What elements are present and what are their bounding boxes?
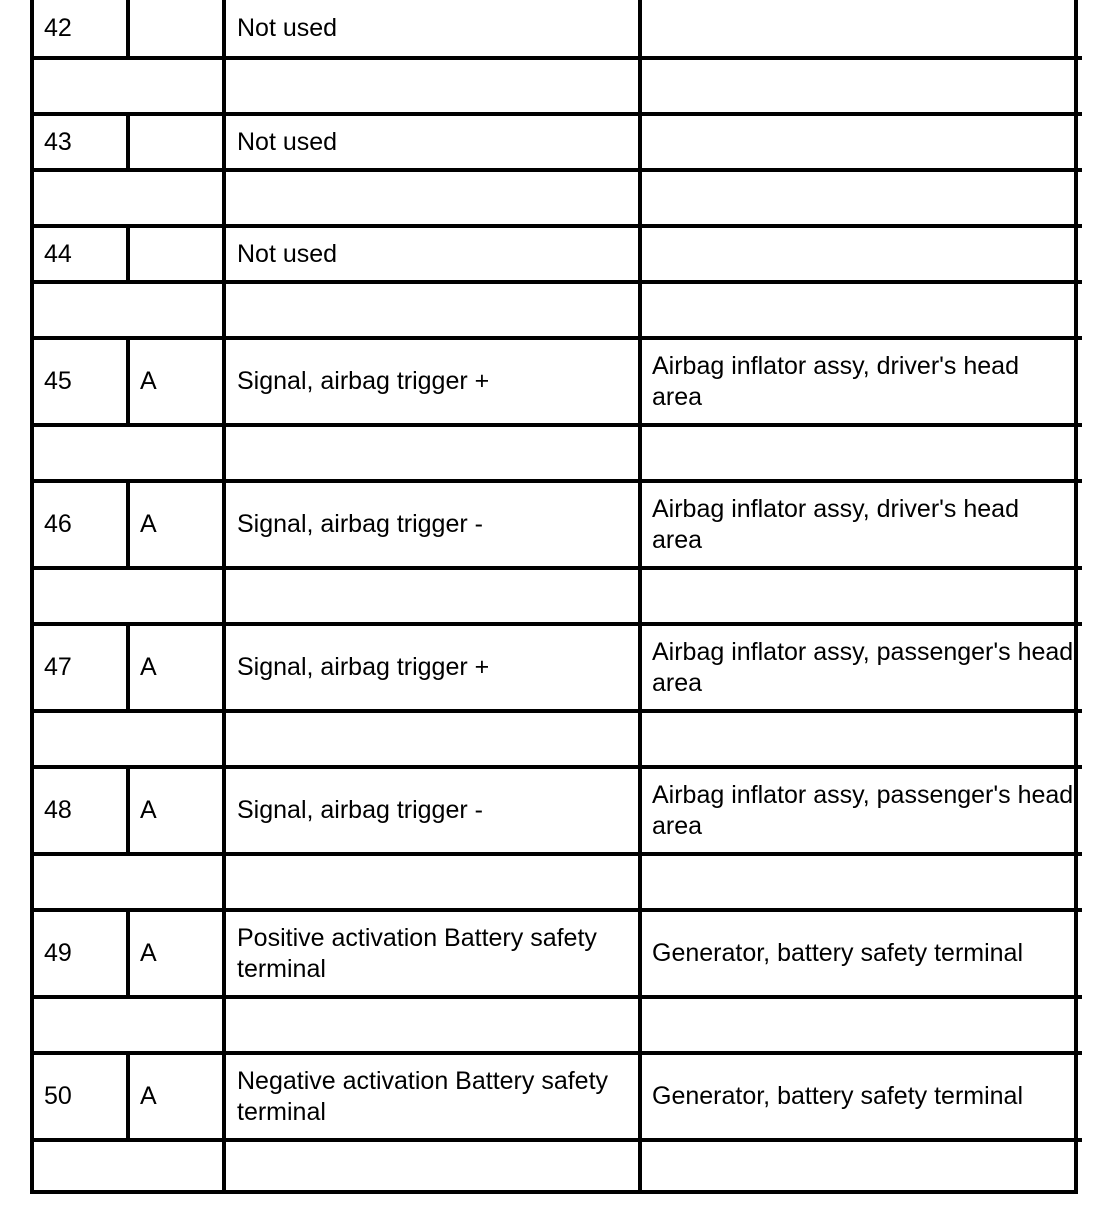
- signal-cell: Positive activation Battery safety terminal: [226, 908, 642, 995]
- signal-cell: Not used: [226, 112, 642, 168]
- component-cell: [642, 112, 1082, 168]
- signal-cell: Negative activation Battery safety terminal: [226, 1051, 642, 1138]
- pin-number-cell: 42: [34, 0, 130, 56]
- spacer-cell: [34, 56, 226, 112]
- spacer-cell: [642, 280, 1082, 336]
- spacer-cell: [226, 709, 642, 765]
- component-cell: Airbag inflator assy, driver's head area: [642, 336, 1082, 423]
- pin-code-cell: [130, 0, 226, 56]
- pin-code-cell: A: [130, 479, 226, 566]
- spacer-cell: [226, 566, 642, 622]
- spacer-cell: [226, 995, 642, 1051]
- pin-code-cell: A: [130, 1051, 226, 1138]
- spacer-cell: [34, 995, 226, 1051]
- component-cell: Generator, battery safety terminal: [642, 908, 1082, 995]
- pin-code-cell: A: [130, 622, 226, 709]
- spacer-cell: [34, 852, 226, 908]
- component-cell: [642, 0, 1082, 56]
- spacer-cell: [642, 1138, 1082, 1194]
- component-cell: Airbag inflator assy, passenger's head area: [642, 765, 1082, 852]
- spacer-cell: [226, 1138, 642, 1194]
- spacer-cell: [34, 709, 226, 765]
- spacer-cell: [642, 852, 1082, 908]
- signal-cell: Signal, airbag trigger +: [226, 622, 642, 709]
- component-cell: Airbag inflator assy, passenger's head area: [642, 622, 1082, 709]
- spacer-cell: [642, 995, 1082, 1051]
- pin-number-cell: 48: [34, 765, 130, 852]
- signal-cell: Signal, airbag trigger -: [226, 479, 642, 566]
- spacer-cell: [642, 423, 1082, 479]
- spacer-cell: [34, 168, 226, 224]
- pin-number-cell: 49: [34, 908, 130, 995]
- spacer-cell: [34, 423, 226, 479]
- spacer-cell: [642, 168, 1082, 224]
- pin-code-cell: [130, 112, 226, 168]
- component-cell: Generator, battery safety terminal: [642, 1051, 1082, 1138]
- pin-assignment-table: [30, 0, 1081, 1194]
- pin-number-cell: 43: [34, 112, 130, 168]
- pin-number-cell: 47: [34, 622, 130, 709]
- spacer-cell: [226, 168, 642, 224]
- spacer-cell: [642, 566, 1082, 622]
- signal-cell: Not used: [226, 0, 642, 56]
- spacer-cell: [34, 1138, 226, 1194]
- spacer-cell: [226, 56, 642, 112]
- spacer-cell: [34, 566, 226, 622]
- spacer-cell: [642, 709, 1082, 765]
- signal-cell: Not used: [226, 224, 642, 280]
- signal-cell: Signal, airbag trigger -: [226, 765, 642, 852]
- pin-code-cell: A: [130, 908, 226, 995]
- spacer-cell: [226, 852, 642, 908]
- spacer-cell: [642, 56, 1082, 112]
- signal-cell: Signal, airbag trigger +: [226, 336, 642, 423]
- spacer-cell: [226, 280, 642, 336]
- spacer-cell: [226, 423, 642, 479]
- component-cell: [642, 224, 1082, 280]
- pin-number-cell: 46: [34, 479, 130, 566]
- component-cell: Airbag inflator assy, driver's head area: [642, 479, 1082, 566]
- pin-code-cell: A: [130, 336, 226, 423]
- pin-number-cell: 50: [34, 1051, 130, 1138]
- pin-code-cell: [130, 224, 226, 280]
- pin-code-cell: A: [130, 765, 226, 852]
- spacer-cell: [34, 280, 226, 336]
- pin-number-cell: 44: [34, 224, 130, 280]
- pin-number-cell: 45: [34, 336, 130, 423]
